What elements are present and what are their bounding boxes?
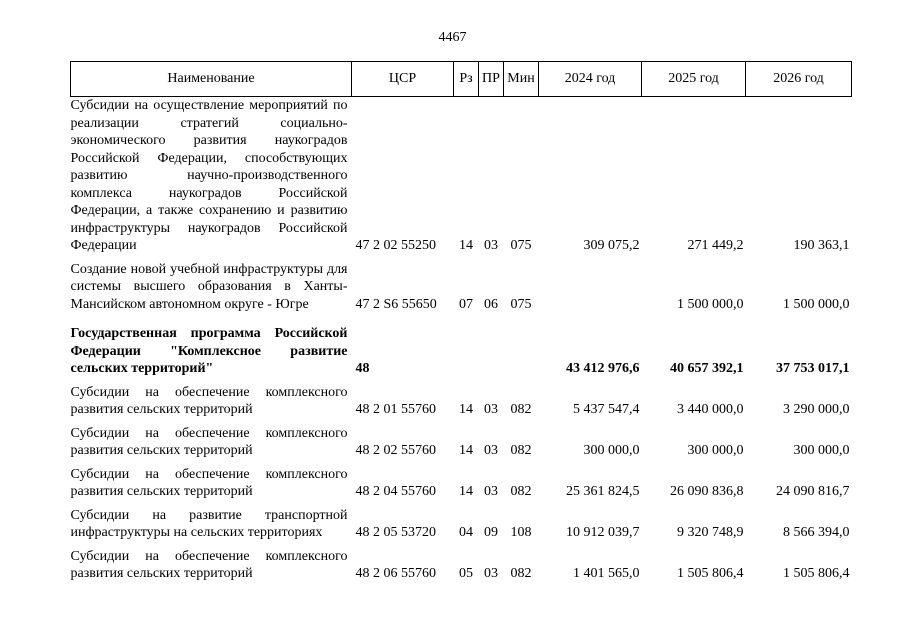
row-name: Субсидии на развитие транспортной инфраструктуры на сельских территориях — [70, 507, 348, 540]
header-min: Мин — [504, 62, 539, 97]
row-rz: 14 — [459, 484, 473, 499]
row-pr — [479, 313, 504, 378]
row-name: Субсидии на обеспечение комплексного развития сельских территорий — [70, 425, 348, 458]
header-rz: Рз — [454, 62, 479, 97]
row-min: 108 — [510, 525, 532, 540]
row-rz: 05 — [459, 566, 473, 581]
row-min: 075 — [510, 296, 532, 312]
header-2026: 2026 год — [746, 62, 852, 97]
row-2026: 1 500 000,0 — [783, 296, 850, 312]
row-2025: 271 449,2 — [687, 238, 744, 253]
row-2024: 5 437 547,4 — [573, 402, 640, 417]
row-min: 082 — [510, 443, 532, 458]
row-2024 — [539, 255, 642, 314]
row-rz: 07 — [459, 296, 473, 312]
header-2025: 2025 год — [642, 62, 746, 97]
row-2026: 190 363,1 — [793, 238, 850, 253]
row-rz: 14 — [459, 402, 473, 417]
row-2025: 1 505 806,4 — [677, 566, 744, 581]
table-header-row — [71, 62, 852, 97]
table-row — [71, 460, 852, 501]
row-2025: 3 440 000,0 — [677, 402, 744, 417]
row-csr: 47 2 02 55250 — [355, 238, 436, 253]
row-name: Государственная программа Российской Федерации "Комплексное развитие сельских территорий" — [70, 326, 348, 376]
row-name: Создание новой учебной инфраструктуры для системы высшего образования в Ханты-Мансийском автономном округе - Югре — [70, 261, 348, 312]
row-csr: 48 2 04 55760 — [355, 484, 436, 499]
row-min: 075 — [510, 238, 532, 253]
row-csr: 48 2 02 55760 — [355, 443, 436, 458]
row-2024: 10 912 039,7 — [566, 525, 640, 540]
header-pr: ПР — [479, 62, 504, 97]
row-name: Субсидии на обеспечение комплексного развития сельских территорий — [70, 466, 348, 499]
row-2024: 25 361 824,5 — [566, 484, 640, 499]
row-pr: 09 — [484, 525, 498, 540]
row-2026: 8 566 394,0 — [783, 525, 850, 540]
header-csr: ЦСР — [352, 62, 454, 97]
row-csr: 48 — [355, 361, 370, 376]
header-name: Наименование — [71, 62, 352, 97]
row-pr: 03 — [484, 484, 498, 499]
row-name: Субсидии на обеспечение комплексного развития сельских территорий — [70, 548, 348, 581]
row-rz: 04 — [459, 525, 473, 540]
program-row — [71, 313, 852, 378]
row-csr: 47 2 S6 55650 — [355, 296, 437, 312]
row-min — [504, 313, 539, 378]
row-min: 082 — [510, 402, 532, 417]
row-rz: 14 — [459, 238, 473, 253]
row-rz: 14 — [459, 443, 473, 458]
row-2024: 300 000,0 — [583, 443, 640, 458]
row-min: 082 — [510, 566, 532, 581]
row-2026: 1 505 806,4 — [783, 566, 850, 581]
row-2026: 3 290 000,0 — [783, 402, 850, 417]
row-2025: 26 090 836,8 — [670, 484, 744, 499]
row-2026: 24 090 816,7 — [776, 484, 850, 499]
row-2025: 40 657 392,1 — [670, 361, 744, 376]
row-2024: 309 075,2 — [583, 238, 640, 253]
row-2026: 300 000,0 — [793, 443, 850, 458]
row-rz — [454, 313, 479, 378]
row-2025: 9 320 748,9 — [677, 525, 744, 540]
table-row — [71, 378, 852, 419]
row-csr: 48 2 05 53720 — [355, 525, 436, 540]
row-pr: 03 — [484, 402, 498, 417]
row-name: Субсидии на обеспечение комплексного развития сельских территорий — [70, 384, 348, 417]
table-row — [71, 97, 852, 255]
row-2025: 300 000,0 — [687, 443, 744, 458]
page-number: 4467 — [438, 30, 467, 45]
table-row — [71, 255, 852, 314]
row-2024: 43 412 976,6 — [566, 361, 640, 376]
row-pr: 03 — [484, 566, 498, 581]
row-name: Субсидии на осуществление мероприятий по реализации стратегий социально-экономического развития наукоградов Российской Федерации, способствующих развитию научно-производственного комплекса наукоградов Российской Федерации, а также сохранению и развитию инфраструктуры наукоградов Российской Федерации — [70, 98, 348, 253]
row-min: 082 — [510, 484, 532, 499]
row-csr: 48 2 01 55760 — [355, 402, 436, 417]
row-pr: 03 — [484, 238, 498, 253]
budget-table — [70, 61, 852, 583]
table-row — [71, 501, 852, 542]
table-row — [71, 542, 852, 583]
row-csr: 48 2 06 55760 — [355, 566, 436, 581]
header-2024: 2024 год — [539, 62, 642, 97]
row-2026: 37 753 017,1 — [776, 361, 850, 376]
row-pr: 03 — [484, 443, 498, 458]
row-2024: 1 401 565,0 — [573, 566, 640, 581]
table-row — [71, 419, 852, 460]
row-2025: 1 500 000,0 — [677, 296, 744, 312]
row-pr: 06 — [484, 296, 498, 312]
